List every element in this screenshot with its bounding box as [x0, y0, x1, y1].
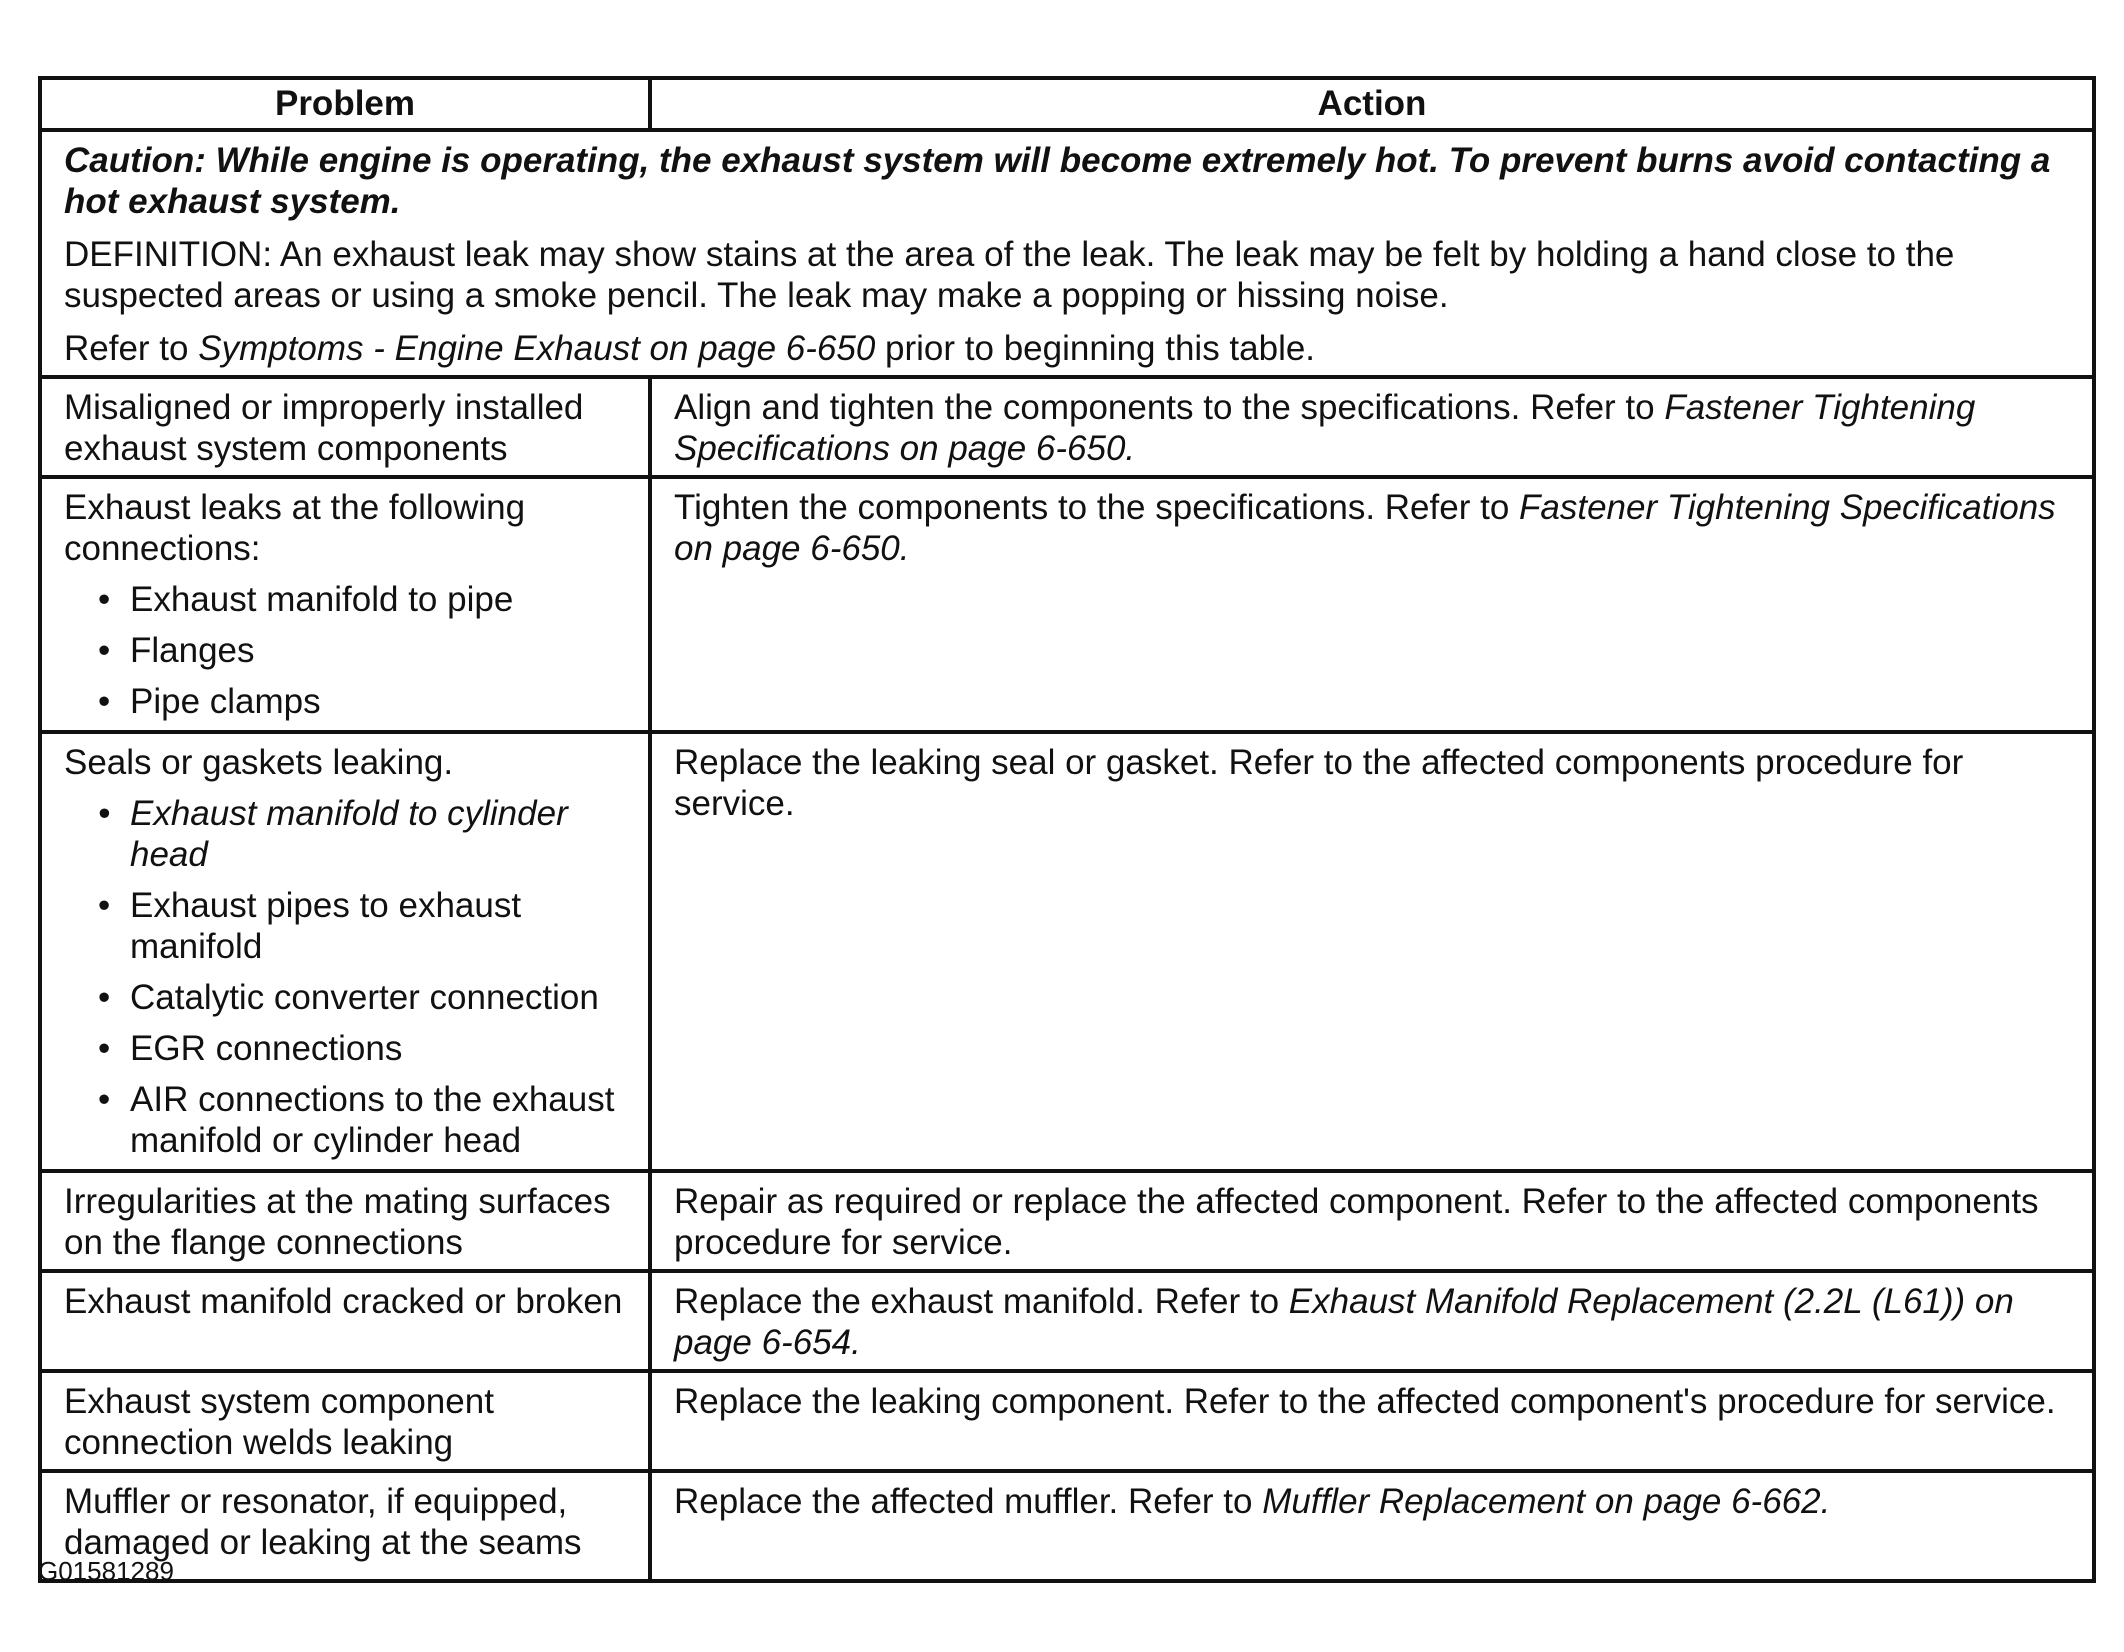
action-cell: [650, 477, 2094, 732]
problem-cell: [40, 732, 650, 1171]
problem-cell: Exhaust system component connection welds leaking: [40, 1371, 650, 1471]
table-header-row: [40, 78, 2094, 130]
list-item: • Catalytic converter connection: [98, 978, 599, 1017]
problem-bullet-list: [64, 793, 626, 1161]
bullet-icon: •: [98, 631, 111, 670]
action-cell: Repair as required or replace the affected component. Refer to the affected components procedure for service.: [650, 1171, 2094, 1271]
manifold-replacement-link[interactable]: Exhaust Manifold Replacement (2.2L (L61)) on page 6-654.: [674, 1282, 2014, 1362]
refer-suffix: prior to beginning this table.: [875, 329, 1316, 368]
fastener-spec-link[interactable]: Fastener Tightening Specifications on page 6-650.: [674, 488, 2056, 568]
action-cell: [650, 1271, 2094, 1371]
problem-cell: Muffler or resonator, if equipped, damaged or leaking at the seams: [40, 1471, 650, 1581]
bullet-icon: •: [98, 580, 111, 619]
table-row: [40, 1371, 2094, 1471]
list-item: • Exhaust manifold to pipe: [98, 580, 514, 619]
bullet-icon: •: [98, 1029, 111, 1068]
refer-line: [64, 328, 2070, 369]
action-cell: [650, 1471, 2094, 1581]
notice-row: [40, 130, 2094, 377]
definition-text: DEFINITION: An exhaust leak may show stains at the area of the leak. The leak may be felt by holding a hand close to the suspected areas or using a smoke pencil. The leak may make a popping or hissing noise.: [64, 235, 1955, 315]
header-problem: Problem: [40, 78, 650, 130]
muffler-replacement-link[interactable]: Muffler Replacement on page 6-662.: [1262, 1482, 1831, 1521]
action-cell: Replace the leaking seal or gasket. Refer to the affected components procedure for service.: [650, 732, 2094, 1171]
caution-text: Caution: While engine is operating, the exhaust system will become extremely hot. To prevent burns avoid contacting a hot exhaust system.: [64, 141, 2051, 221]
problem-cell: [40, 477, 650, 732]
action-text: Replace the affected muffler. Refer to: [674, 1482, 1263, 1521]
table-row: [40, 1271, 2094, 1371]
problem-cell: Irregularities at the mating surfaces on the flange connections: [40, 1171, 650, 1271]
figure-id: G01581289: [38, 1556, 174, 1586]
action-cell: [650, 377, 2094, 477]
diagnostic-table: [38, 76, 2096, 1583]
problem-bullet-list: [64, 579, 626, 722]
action-text: Align and tighten the components to the specifications. Refer to: [674, 388, 1665, 427]
fastener-spec-link[interactable]: Fastener Tightening Specifications on page 6-650.: [674, 388, 1976, 468]
problem-text: Seals or gaskets leaking.: [64, 743, 454, 782]
list-item: • Pipe clamps: [98, 682, 321, 721]
bullet-icon: •: [98, 794, 111, 833]
bullet-icon: •: [98, 978, 111, 1017]
problem-text: Exhaust leaks at the following connections:: [64, 488, 526, 568]
bullet-icon: •: [98, 886, 111, 925]
list-item: • EGR connections: [98, 1029, 403, 1068]
notice-cell: [40, 130, 2094, 377]
refer-prefix: Refer to: [64, 329, 199, 368]
table-row: [40, 1471, 2094, 1581]
list-item: • Flanges: [98, 631, 255, 670]
action-text: Replace the exhaust manifold. Refer to: [674, 1282, 1289, 1321]
bullet-icon: •: [98, 1080, 111, 1119]
action-cell: Replace the leaking component. Refer to the affected component's procedure for service.: [650, 1371, 2094, 1471]
list-item: • AIR connections to the exhaust manifold or cylinder head: [98, 1080, 615, 1160]
table-row: [40, 732, 2094, 1171]
symptoms-reference-link[interactable]: Symptoms - Engine Exhaust on page 6-650: [198, 329, 876, 368]
problem-cell: Misaligned or improperly installed exhaust system components: [40, 377, 650, 477]
table-row: [40, 477, 2094, 732]
action-text: Tighten the components to the specifications. Refer to: [674, 488, 1520, 527]
table-row: [40, 1171, 2094, 1271]
problem-cell: Exhaust manifold cracked or broken: [40, 1271, 650, 1371]
header-action: Action: [650, 78, 2094, 130]
list-item: • Exhaust pipes to exhaust manifold: [98, 886, 522, 966]
bullet-icon: •: [98, 682, 111, 721]
list-item: • Exhaust manifold to cylinder head: [98, 794, 568, 874]
table-row: [40, 377, 2094, 477]
